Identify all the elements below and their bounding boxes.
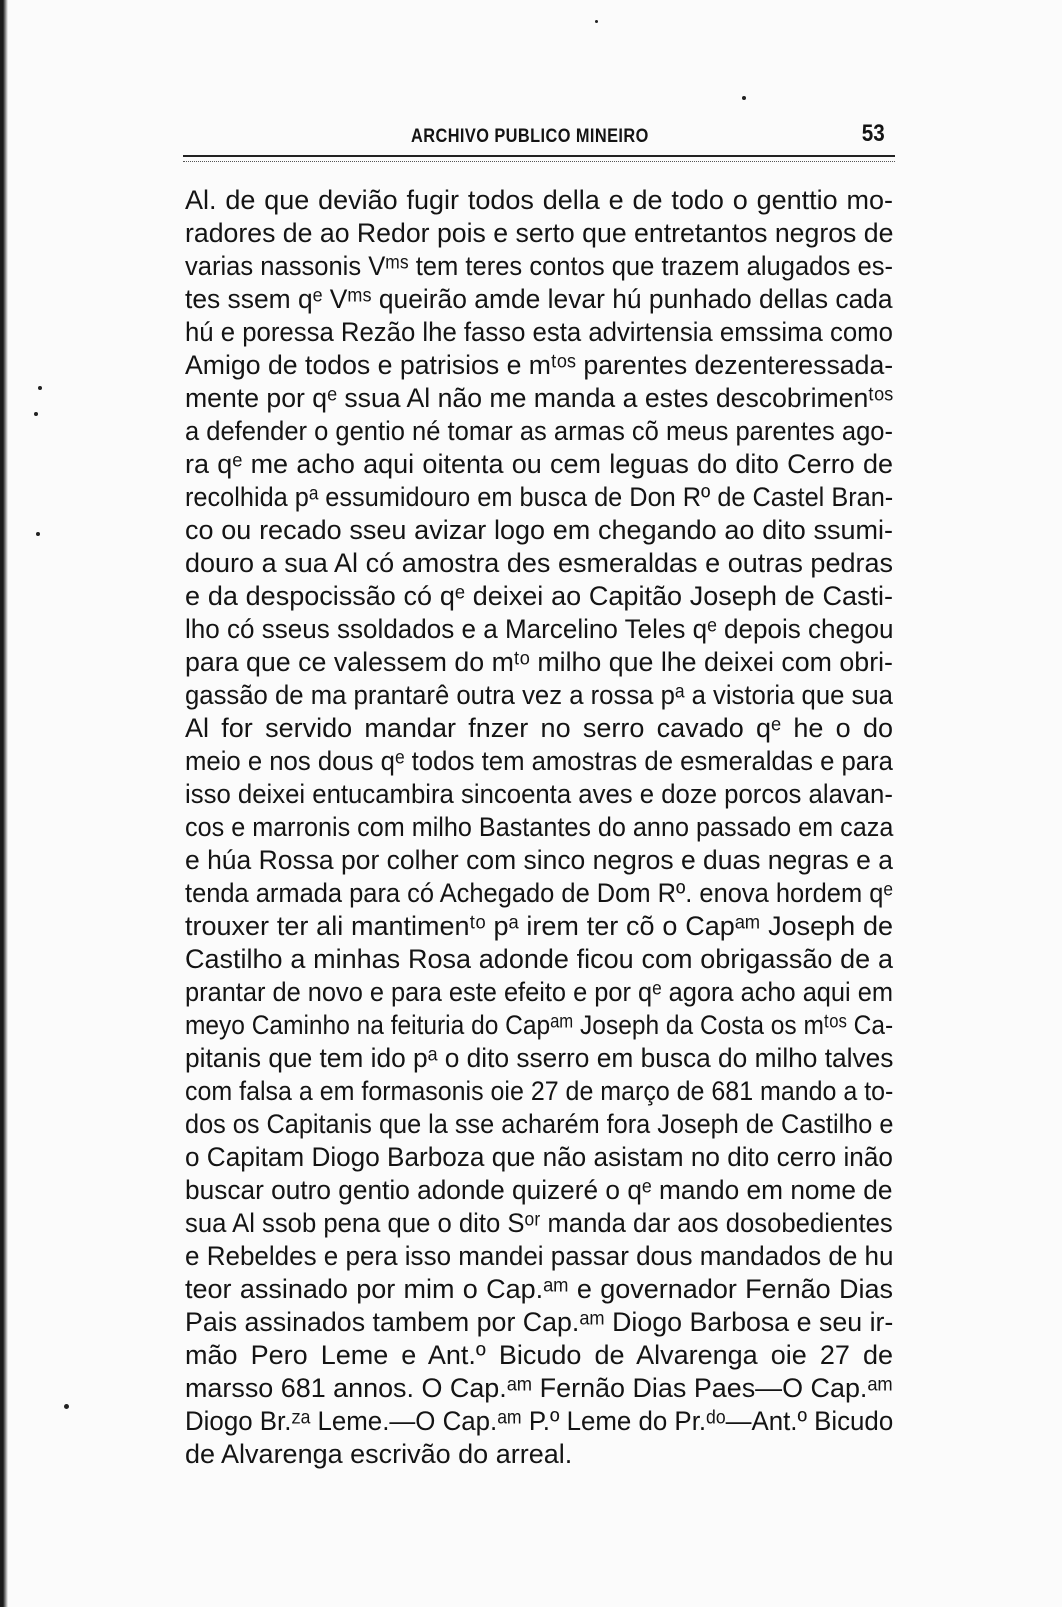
- body-text: [185, 184, 893, 1471]
- text-line: de Alvarenga escrivão do arreal.: [185, 1439, 573, 1469]
- text-line: buscar outro gentio adonde quizeré o qᵉ mando em nome de: [185, 1175, 893, 1205]
- text-line: sua Al ssob pena que o dito Sᵒʳ manda dar aos dosobedientes: [185, 1208, 893, 1238]
- text-line: varias nassonis Vᵐˢ tem teres contos que trazem alugados es-: [185, 251, 893, 281]
- page-header: [183, 118, 895, 166]
- text-line: trouxer ter ali mantimenᵗᵒ pᵃ irem ter cõ o Capᵃᵐ Joseph de: [185, 911, 893, 941]
- text-line: recolhida pᵃ essumidouro em busca de Don Rº de Castel Bran-: [185, 482, 894, 512]
- scan-speck: [38, 386, 42, 390]
- text-line: cos e marronis com milho Bastantes do anno passado em caza: [185, 812, 894, 842]
- text-line: radores de ao Redor pois e serto que entretantos negros de: [185, 218, 894, 248]
- text-line: tes ssem qᵉ Vᵐˢ queirão amde levar hú punhado dellas cada: [185, 284, 893, 314]
- scan-edge-shadow: [0, 0, 8, 1607]
- text-line: e húa Rossa por colher com sinco negros e duas negras e a: [185, 845, 893, 875]
- text-line: teor assinado por mim o Cap.ᵃᵐ e governador Fernão Dias: [185, 1274, 893, 1304]
- running-title: ARCHIVO PUBLICO MINEIRO: [411, 126, 649, 147]
- text-line: e da despocissão có qᵉ deixei ao Capitão Joseph de Casti-: [185, 581, 893, 611]
- header-rule: [183, 155, 895, 162]
- text-line: marsso 681 annos. O Cap.ᵃᵐ Fernão Dias Paes—O Cap.ᵃᵐ: [185, 1373, 893, 1403]
- scan-speck: [34, 412, 38, 416]
- text-line: isso deixei entucambira sincoenta aves e doze porcos alavan-: [185, 779, 893, 809]
- text-line: meio e nos dous qᵉ todos tem amostras de esmeraldas e para: [185, 746, 893, 776]
- text-line: co ou recado sseu avizar logo em chegando ao dito ssumi-: [185, 515, 893, 545]
- text-line: prantar de novo e para este efeito e por qᵉ agora acho aqui em: [185, 977, 894, 1007]
- text-line: e Rebeldes e pera isso mandei passar dous mandados de hu: [185, 1241, 894, 1271]
- text-line: Al for servido mandar fnzer no serro cavado qᵉ he o do: [185, 713, 893, 743]
- text-line: com falsa a em formasonis oie 27 de março de 681 mando a to-: [185, 1076, 894, 1106]
- text-line: meyo Caminho na feituria do Capᵃᵐ Joseph da Costa os mᵗᵒˢ Ca-: [185, 1010, 894, 1040]
- scan-speck: [64, 1404, 69, 1409]
- page-number: 53: [862, 120, 885, 147]
- text-line: Diogo Br.ᶻᵃ Leme.—O Cap.ᵃᵐ P.º Leme do Pr.ᵈᵒ—Ant.º Bicudo: [185, 1406, 894, 1436]
- text-line: ra qᵉ me acho aqui oitenta ou cem leguas do dito Cerro de: [185, 449, 893, 479]
- text-line: Al. de que devião fugir todos della e de todo o genttio mo-: [185, 185, 893, 215]
- text-line: douro a sua Al có amostra des esmeraldas e outras pedras: [185, 548, 893, 578]
- text-line: Castilho a minhas Rosa adonde ficou com obrigassão de a: [185, 944, 893, 974]
- text-line: hú e poressa Rezão lhe fasso esta advirtensia emssima como: [185, 317, 893, 347]
- text-line: gassão de ma prantarê outra vez a rossa pᵃ a vistoria que sua: [185, 680, 893, 710]
- text-line: pitanis que tem ido pᵃ o dito sserro em busca do milho talves: [185, 1043, 894, 1073]
- text-line: para que ce valessem do mᵗᵒ milho que lhe deixei com obri-: [185, 647, 893, 677]
- text-line: tenda armada para có Achegado de Dom Rº. enova hordem qᵉ: [185, 878, 893, 908]
- text-line: Pais assinados tambem por Cap.ᵃᵐ Diogo Barbosa e seu ir-: [185, 1307, 894, 1337]
- scan-speck: [595, 20, 598, 23]
- text-line: Amigo de todos e patrisios e mᵗᵒˢ parentes dezenteressada-: [185, 350, 894, 380]
- text-line: a defender o gentio né tomar as armas cõ meus parentes ago-: [185, 416, 893, 446]
- text-line: mão Pero Leme e Ant.º Bicudo de Alvarenga oie 27 de: [185, 1340, 893, 1370]
- text-line: lho có sseus ssoldados e a Marcelino Teles qᵉ depois chegou: [185, 614, 894, 644]
- text-line: o Capitam Diogo Barboza que não asistam no dito cerro inão: [185, 1142, 893, 1172]
- text-line: mente por qᵉ ssua Al não me manda a estes descobrimenᵗᵒˢ: [185, 383, 894, 413]
- scan-speck: [742, 96, 746, 100]
- scan-speck: [36, 532, 40, 536]
- text-line: dos os Capitanis que la sse acharém fora Joseph de Castilho e: [185, 1109, 894, 1139]
